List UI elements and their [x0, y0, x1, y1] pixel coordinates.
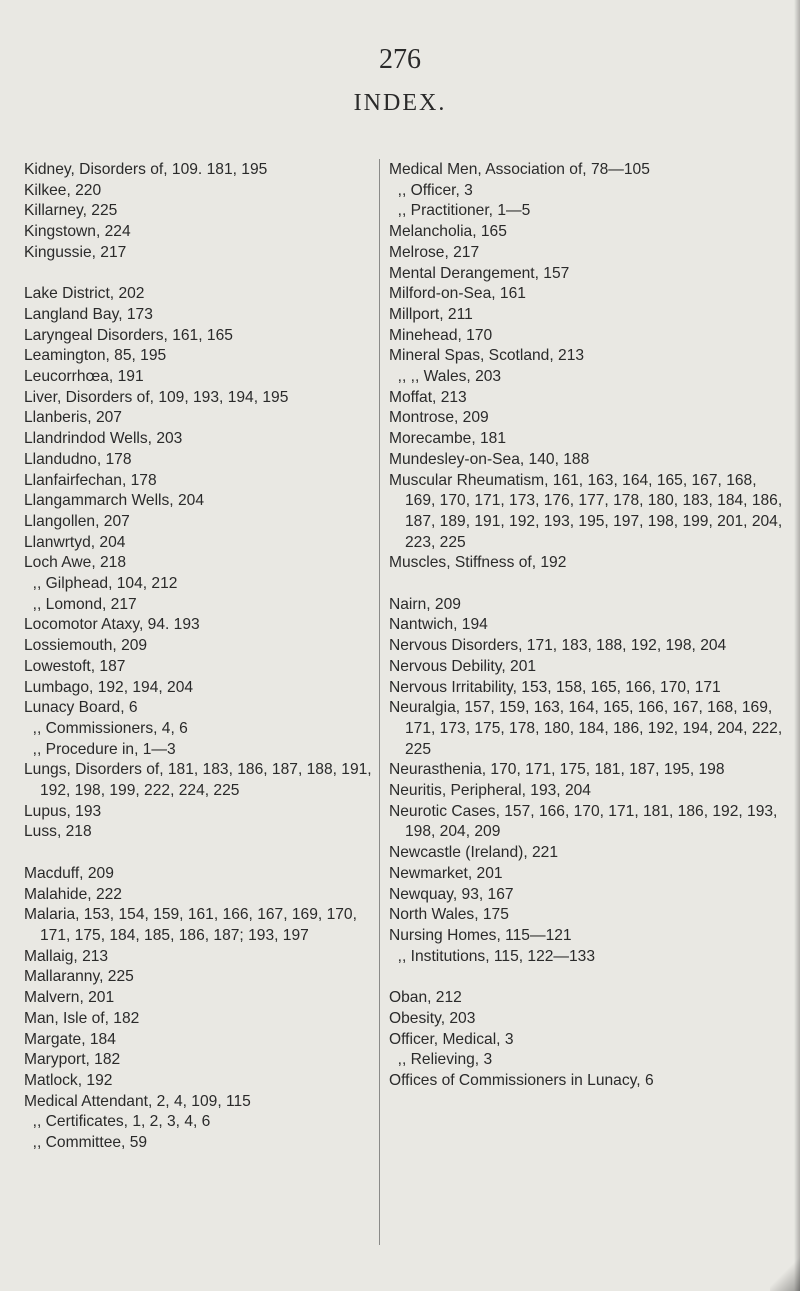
section-gap: [389, 967, 789, 988]
index-entry: ,, Relieving, 3: [389, 1051, 493, 1069]
index-entry: Nairn, 209: [389, 595, 461, 613]
index-entry: Medical Men, Association of, 78—105: [389, 161, 650, 178]
page-corner-shadow: [770, 1251, 800, 1291]
index-entry: Mallaig, 213: [24, 947, 109, 965]
index-entry: ,, ,, Wales, 203: [389, 368, 502, 386]
index-entry: Lowestoft, 187: [24, 657, 126, 675]
index-entry: Llanfairfechan, 178: [24, 471, 157, 489]
index-entry: Obesity, 203: [389, 1009, 476, 1027]
index-entry: Nursing Homes, 115—121: [389, 927, 572, 944]
index-entry: Newmarket, 201: [389, 864, 503, 882]
index-entry: Man, Isle of, 182: [24, 1009, 140, 1027]
index-entry: ,, Certificates, 1, 2, 3, 4, 6: [24, 1113, 211, 1131]
index-entry: Laryngeal Disorders, 161, 165: [24, 326, 233, 344]
page-edge-shadow: [794, 0, 800, 1291]
index-entry: ,, Commissioners, 4, 6: [24, 719, 188, 737]
left-column: [24, 160, 374, 1154]
index-entry: ,, Gilphead, 104, 212: [24, 575, 178, 593]
index-entry: Nervous Disorders, 171, 183, 188, 192, 198, 204: [389, 637, 727, 655]
index-entry: Lunacy Board, 6: [24, 699, 138, 717]
index-entry: Loch Awe, 218: [24, 554, 127, 572]
index-entry: Langland Bay, 173: [24, 305, 153, 323]
index-entry: Killarney, 225: [24, 202, 118, 220]
column-divider: [379, 159, 380, 1245]
index-entry: Mental Derangement, 157: [389, 264, 570, 282]
index-entry: Neuralgia, 157, 159, 163, 164, 165, 166, 167, 168, 169, 171, 173, 175, 178, 180, 184, 186, 192, 194, 204, 222, 225: [389, 699, 787, 758]
index-entry: Mineral Spas, Scotland, 213: [389, 347, 585, 365]
index-entry: Lungs, Disorders of, 181, 183, 186, 187, 188, 191, 192, 198, 199, 222, 224, 225: [24, 761, 376, 800]
index-entry: Kingstown, 224: [24, 223, 131, 241]
index-entry: ,, Officer, 3: [389, 181, 473, 199]
index-entry: Luss, 218: [24, 823, 92, 841]
index-entry: Newcastle (Ireland), 221: [389, 844, 559, 862]
index-entry: Llanberis, 207: [24, 409, 122, 427]
index-entry: Llandudno, 178: [24, 450, 132, 468]
index-entry: ,, Practitioner, 1—5: [389, 202, 531, 220]
index-entry: Lake District, 202: [24, 285, 145, 303]
index-entry: Margate, 184: [24, 1030, 116, 1048]
index-entry: Lupus, 193: [24, 802, 102, 820]
page-number: 276: [379, 44, 421, 75]
index-entry: Mundesley-on-Sea, 140, 188: [389, 450, 590, 468]
index-entry: Medical Attendant, 2, 4, 109, 115: [24, 1092, 251, 1110]
index-entry: Locomotor Ataxy, 94. 193: [24, 616, 200, 634]
index-entry: ,, Procedure in, 1—3: [24, 740, 176, 758]
index-entry: Neurotic Cases, 157, 166, 170, 171, 181, 186, 192, 193, 198, 204, 209: [389, 802, 782, 841]
index-entry: Montrose, 209: [389, 409, 489, 427]
index-entry: Milford-on-Sea, 161: [389, 285, 526, 303]
index-entry: Mallaranny, 225: [24, 968, 134, 986]
index-entry: Nantwich, 194: [389, 616, 488, 634]
index-entry: Kidney, Disorders of, 109. 181, 195: [24, 161, 268, 178]
index-entry: Melrose, 217: [389, 243, 480, 261]
index-entry: ,, Lomond, 217: [24, 595, 137, 613]
index-entry: Macduff, 209: [24, 864, 114, 882]
index-entry: Offices of Commissioners in Lunacy, 6: [389, 1071, 654, 1089]
index-entry: Malahide, 222: [24, 885, 122, 903]
index-entry: Melancholia, 165: [389, 223, 507, 241]
index-entry: Leucorrhœa, 191: [24, 368, 144, 386]
index-entry: Muscles, Stiffness of, 192: [389, 554, 567, 572]
index-entry: Officer, Medical, 3: [389, 1030, 514, 1048]
index-entry: Llangollen, 207: [24, 512, 130, 530]
index-entry: Llanwrtyd, 204: [24, 533, 126, 551]
index-entry: North Wales, 175: [389, 906, 509, 924]
index-entry: Malvern, 201: [24, 989, 115, 1007]
index-entry: Lumbago, 192, 194, 204: [24, 678, 194, 696]
index-entry: Kilkee, 220: [24, 181, 102, 199]
section-gap: [24, 264, 374, 285]
index-entry: Muscular Rheumatism, 161, 163, 164, 165, 167, 168, 169, 170, 171, 173, 176, 177, 178, 180, 183, 184, 186, 187, 189, 191, 192, 193, 195, 197, 198, 199, 201, 204, 223, 225: [389, 471, 787, 551]
index-entry: ,, Committee, 59: [24, 1134, 148, 1152]
index-entry: Nervous Irritability, 153, 158, 165, 166, 170, 171: [389, 678, 721, 696]
index-entry: Newquay, 93, 167: [389, 885, 514, 903]
index-entry: Liver, Disorders of, 109, 193, 194, 195: [24, 388, 289, 406]
index-entry: Llangammarch Wells, 204: [24, 492, 204, 510]
index-entry: Malaria, 153, 154, 159, 161, 166, 167, 169, 170, 171, 175, 184, 185, 186, 187; 193, 197: [24, 906, 362, 944]
index-entry: Llandrindod Wells, 203: [24, 430, 183, 448]
index-entry: Moffat, 213: [389, 388, 467, 406]
index-entry: Morecambe, 181: [389, 430, 507, 448]
section-gap: [24, 843, 374, 864]
index-entry: Kingussie, 217: [24, 243, 127, 261]
index-entry: Leamington, 85, 195: [24, 347, 167, 365]
index-entry: Nervous Debility, 201: [389, 657, 537, 675]
index-entry: Minehead, 170: [389, 326, 493, 344]
index-entry: Neurasthenia, 170, 171, 175, 181, 187, 195, 198: [389, 761, 725, 779]
index-entry: Matlock, 192: [24, 1071, 113, 1089]
index-entry: Millport, 211: [389, 305, 473, 323]
index-entry: Neuritis, Peripheral, 193, 204: [389, 782, 591, 800]
right-column: [389, 160, 789, 1092]
index-entry: Lossiemouth, 209: [24, 637, 148, 655]
section-gap: [389, 574, 789, 595]
index-entry: Oban, 212: [389, 989, 462, 1007]
page-title: INDEX.: [353, 90, 447, 116]
index-entry: Maryport, 182: [24, 1051, 121, 1069]
index-entry: ,, Institutions, 115, 122—133: [389, 947, 596, 965]
